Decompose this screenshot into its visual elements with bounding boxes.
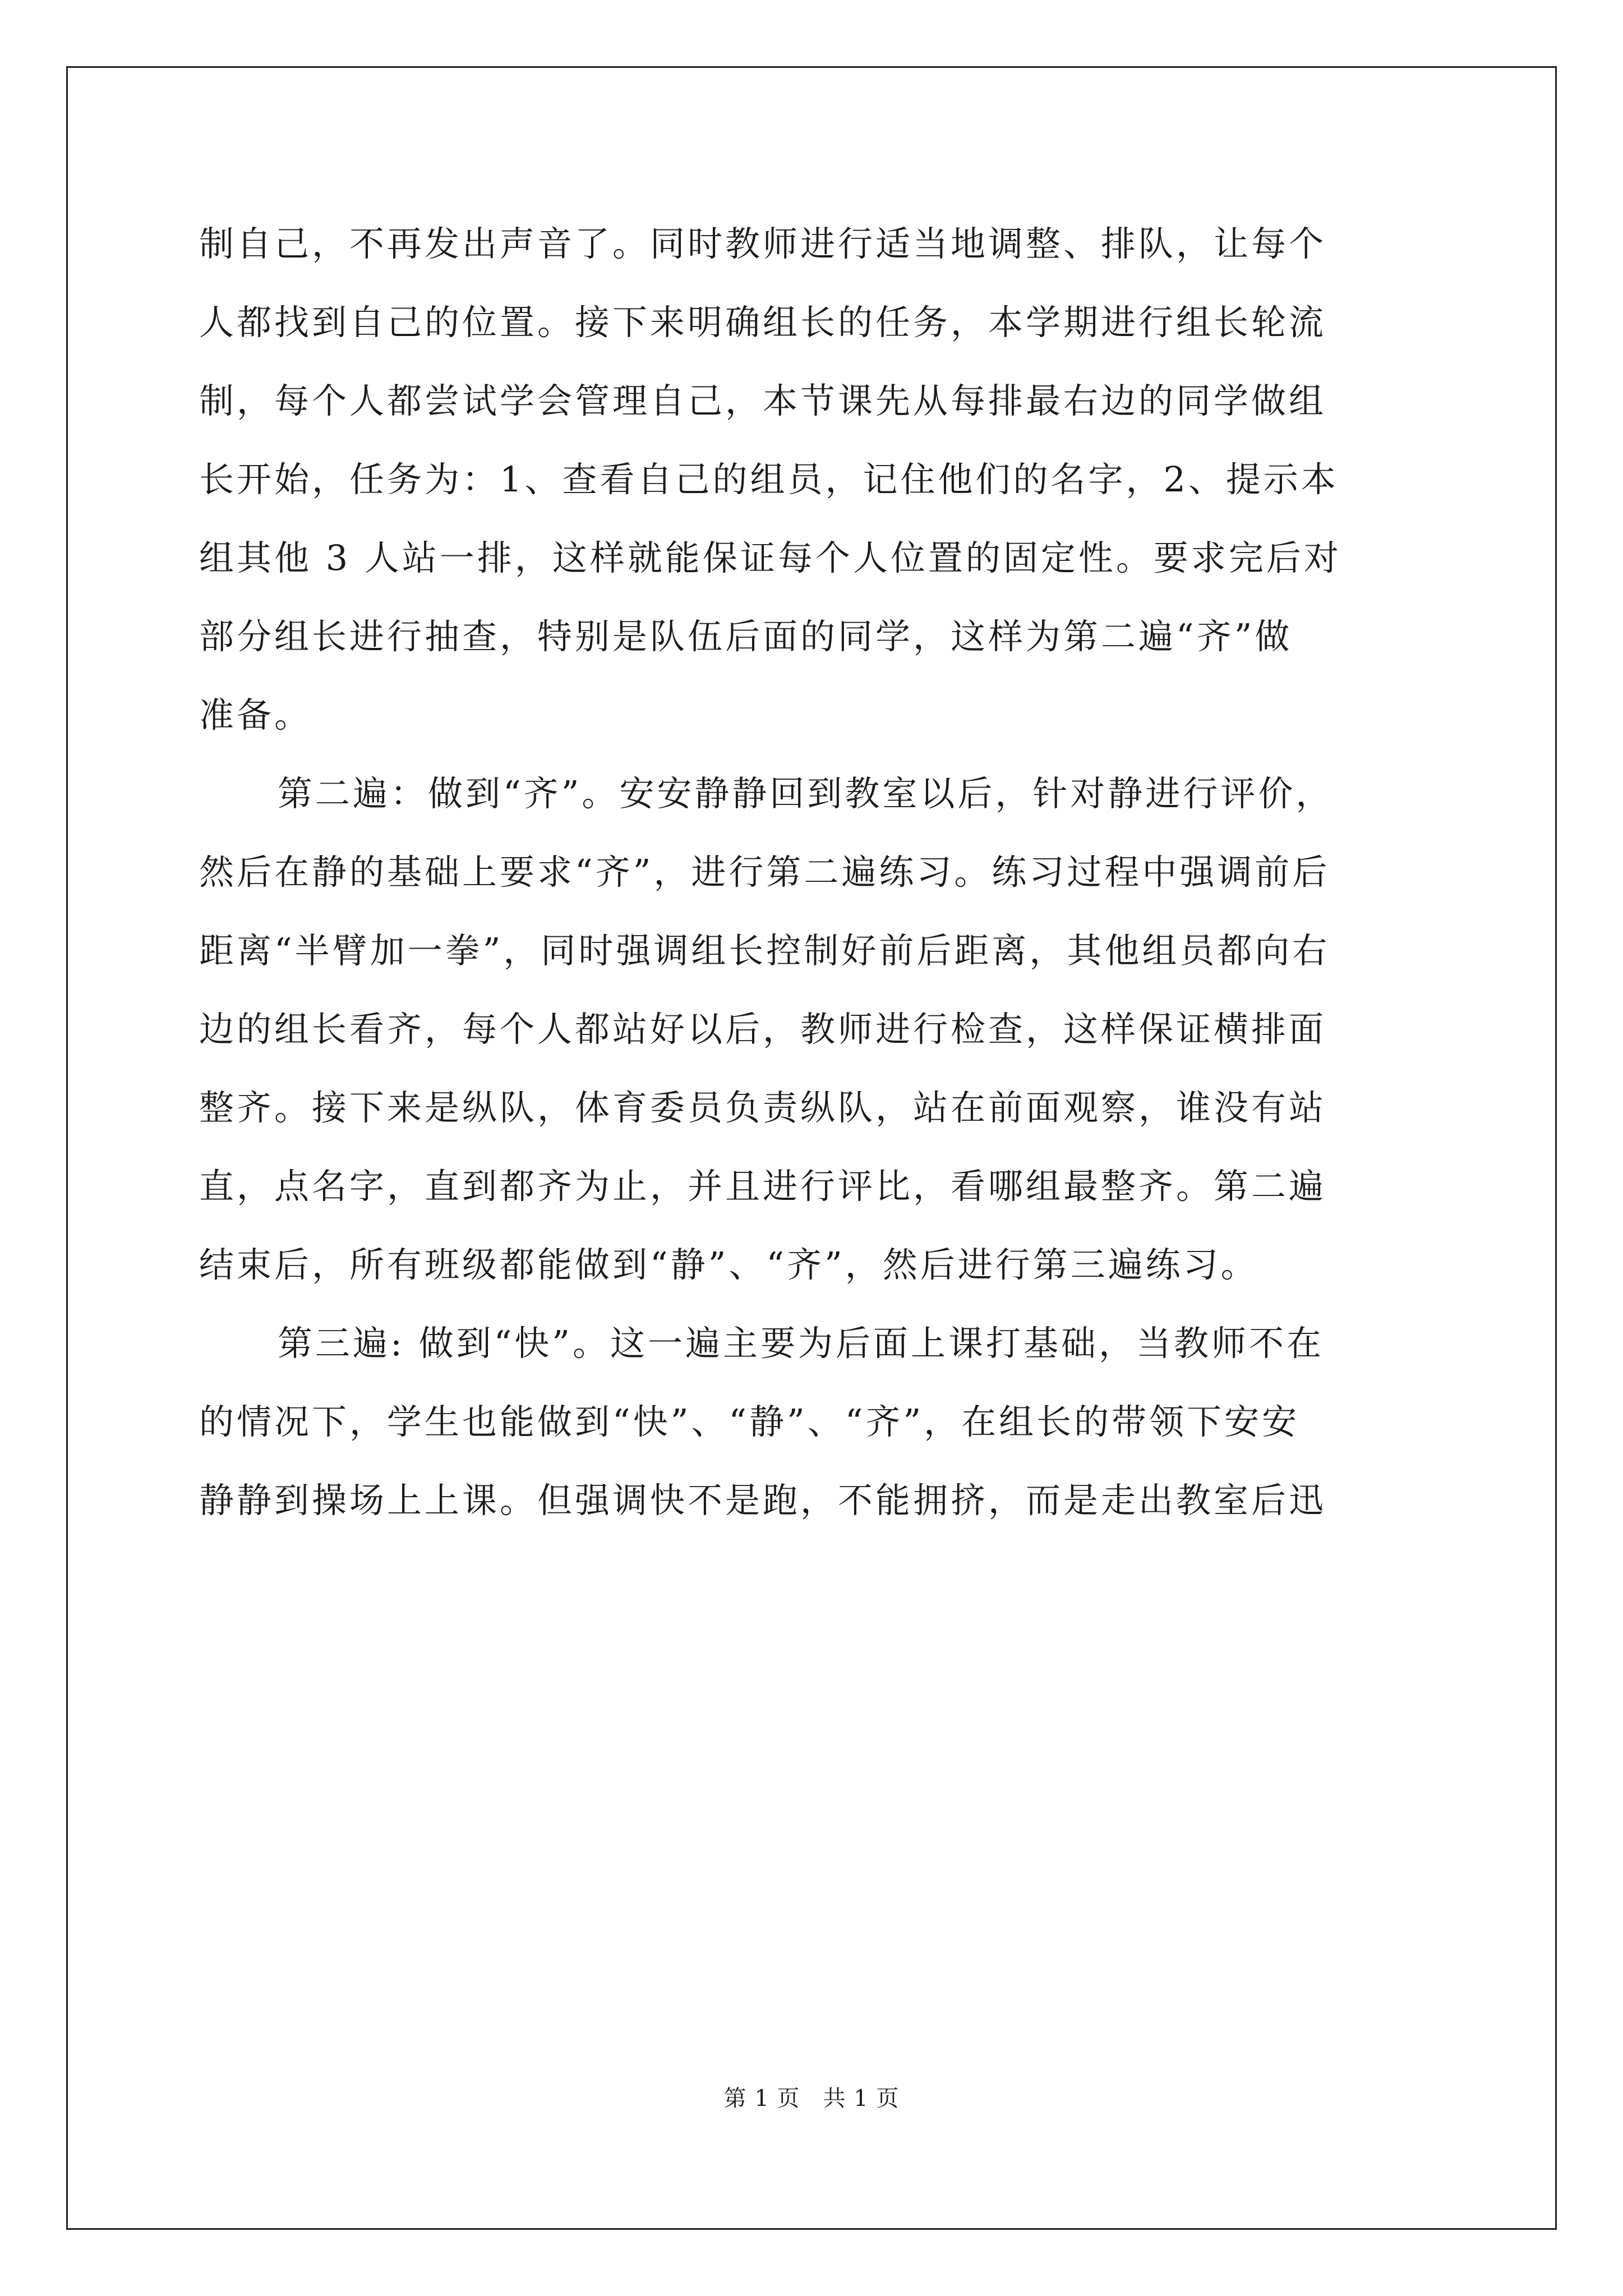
text-line: 长开始，任务为：1、查看自己的组员，记住他们的名字，2、提示本: [199, 459, 1339, 500]
text-line: 静静到操场上上课。但强调快不是跑，不能拥挤，而是走出教室后迅: [199, 1480, 1327, 1521]
text-line: 然后在静的基础上要求“齐”，进行第二遍练习。练习过程中强调前后: [199, 852, 1330, 892]
text-line: 距离“半臂加一拳”，同时强调组长控制好前后距离，其他组员都向右: [199, 930, 1330, 971]
text-line: 部分组长进行抽查，特别是队伍后面的同学，这样为第二遍“齐”做: [199, 616, 1293, 657]
text-line: 整齐。接下来是纵队，体育委员负责纵队，站在前面观察，谁没有站: [199, 1087, 1327, 1128]
paragraph-start-line: 第二遍：做到“齐”。安安静静回到教室以后，针对静进行评价，: [278, 773, 1334, 814]
text-line: 制自己，不再发出声音了。同时教师进行适当地调整、排队，让每个: [199, 223, 1327, 264]
text-line: 组其他 3 人站一排，这样就能保证每个人位置的固定性。要求完后对: [199, 537, 1341, 578]
text-line: 准备。: [199, 694, 312, 735]
text-line: 边的组长看齐，每个人都站好以后，教师进行检查，这样保证横排面: [199, 1009, 1327, 1050]
page-number-footer: 第 1 页 共 1 页: [723, 2086, 900, 2111]
text-line: 的情况下，学生也能做到“快”、“静”、“齐”，在组长的带领下安安: [199, 1401, 1300, 1442]
text-line: 直，点名字，直到都齐为止，并且进行评比，看哪组最整齐。第二遍: [199, 1166, 1327, 1207]
text-line: 结束后，所有班级都能做到“静”、“齐”，然后进行第三遍练习。: [199, 1244, 1258, 1285]
text-line: 制，每个人都尝试学会管理自己，本节课先从每排最右边的同学做组: [199, 380, 1327, 421]
text-line: 人都找到自己的位置。接下来明确组长的任务，本学期进行组长轮流: [199, 302, 1327, 343]
paragraph-start-line: 第三遍: 做到“快”。这一遍主要为后面上课打基础，当教师不在: [278, 1323, 1324, 1364]
document-body: [199, 205, 1422, 1540]
